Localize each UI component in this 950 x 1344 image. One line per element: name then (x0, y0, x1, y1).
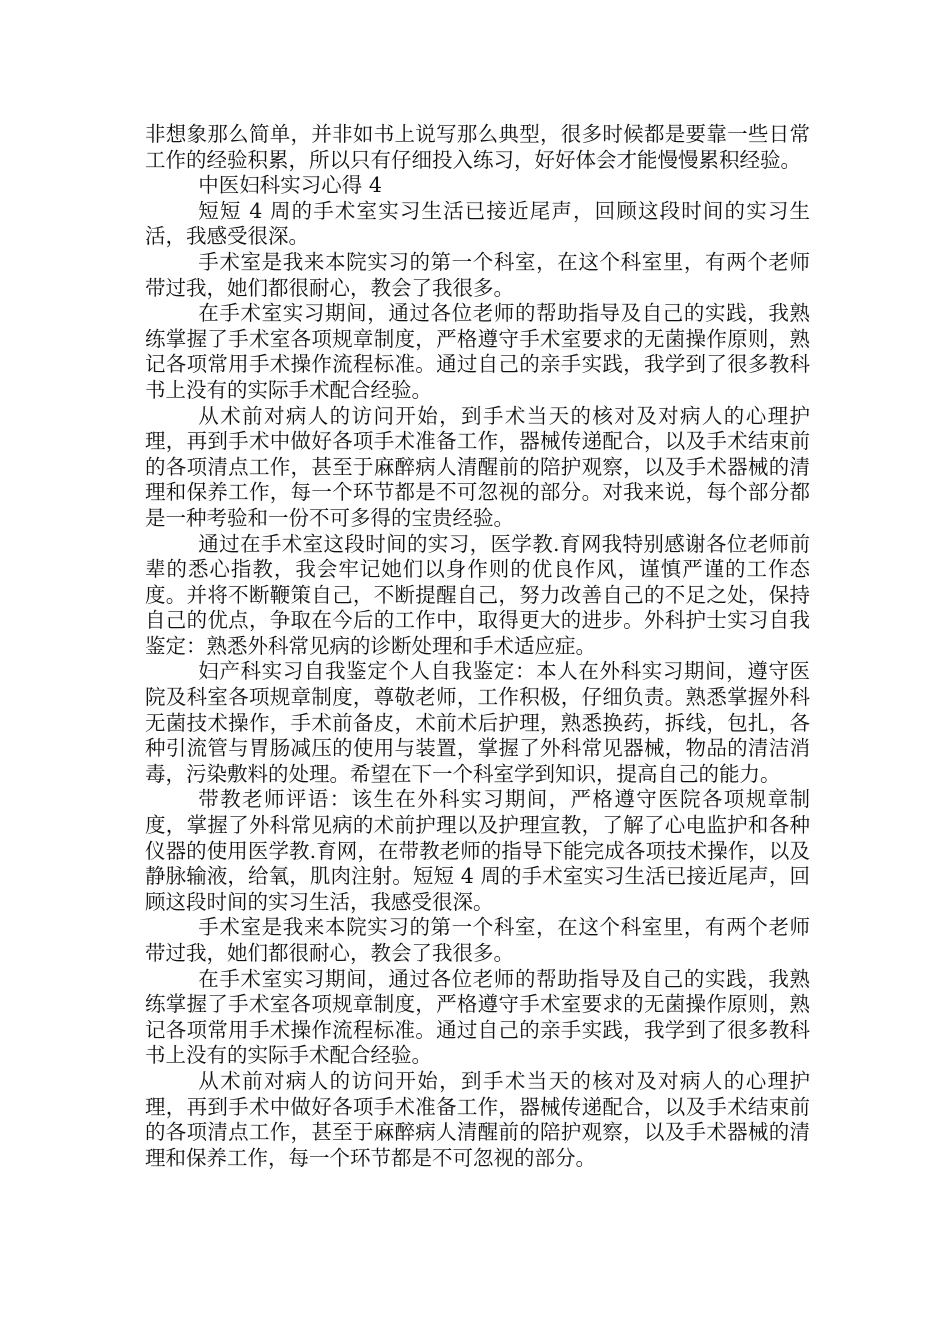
section-heading: 中医妇科实习心得 4 (198, 173, 382, 198)
paragraph: 手术室是我来本院实习的第一个科室，在这个科室里，有两个老师带过我，她们都很耐心，教会了我很多。 (145, 249, 810, 300)
paragraph: 带教老师评语：该生在外科实习期间，严格遵守医院各项规章制度，掌握了外科常见病的术前护理以及护理宣教，了解了心电监护和各种仪器的使用医学教.育网，在带教老师的指导下能完成各项技术操作，以及静脉输液，给氧，肌肉注射。短短 4 周的手术室实习生活已接近尾声，回顾这段时间的实习生活，我感受很深。 (145, 787, 810, 914)
paragraph: 妇产科实习自我鉴定个人自我鉴定：本人在外科实习期间，遵守医院及科室各项规章制度，尊敬老师，工作积极，仔细负责。熟悉掌握外科无菌技术操作，手术前备皮，术前术后护理，熟悉换药，拆线，包扎，各种引流管与胃肠减压的使用与装置，掌握了外科常见器械，物品的清洁消毒，污染敷料的处理。希望在下一个科室学到知识，提高自己的能力。 (145, 659, 810, 786)
paragraph: 从术前对病人的访问开始，到手术当天的核对及对病人的心理护理，再到手术中做好各项手术准备工作，器械传递配合，以及手术结束前的各项清点工作，甚至于麻醉病人清醒前的陪护观察，以及手术器械的清理和保养工作，每一个环节都是不可忽视的部分。对我来说，每个部分都是一种考验和一份不可多得的宝贵经验。 (145, 403, 810, 530)
paragraph: 短短 4 周的手术室实习生活已接近尾声，回顾这段时间的实习生活，我感受很深。 (145, 198, 810, 249)
paragraph: 在手术室实习期间，通过各位老师的帮助指导及自己的实践，我熟练掌握了手术室各项规章制度，严格遵守手术室要求的无菌操作原则，熟记各项常用手术操作流程标准。通过自己的亲手实践，我学到了很多教科书上没有的实际手术配合经验。 (145, 966, 810, 1068)
paragraph: 通过在手术室这段时间的实习，医学教.育网我特别感谢各位老师前辈的悉心指教，我会牢记她们以身作则的优良作风，谨慎严谨的工作态度。并将不断鞭策自己，不断提醒自己，努力改善自己的不足之处，保持自己的优点，争取在今后的工作中，取得更大的进步。外科护士实习自我鉴定：熟悉外科常见病的诊断处理和手术适应症。 (145, 531, 810, 658)
paragraph: 在手术室实习期间，通过各位老师的帮助指导及自己的实践，我熟练掌握了手术室各项规章制度，严格遵守手术室要求的无菌操作原则，熟记各项常用手术操作流程标准。通过自己的亲手实践，我学到了很多教科书上没有的实际手术配合经验。 (145, 301, 810, 402)
paragraph: 手术室是我来本院实习的第一个科室，在这个科室里，有两个老师带过我，她们都很耐心，教会了我很多。 (145, 915, 810, 965)
document-page (145, 122, 810, 1171)
paragraph-continuation: 非想象那么简单，并非如书上说写那么典型，很多时候都是要靠一些日常工作的经验积累，所以只有仔细投入练习，好好体会才能慢慢累积经验。 (145, 122, 810, 172)
paragraph: 从术前对病人的访问开始，到手术当天的核对及对病人的心理护理，再到手术中做好各项手术准备工作，器械传递配合，以及手术结束前的各项清点工作，甚至于麻醉病人清醒前的陪护观察，以及手术器械的清理和保养工作，每一个环节都是不可忽视的部分。 (145, 1068, 810, 1170)
